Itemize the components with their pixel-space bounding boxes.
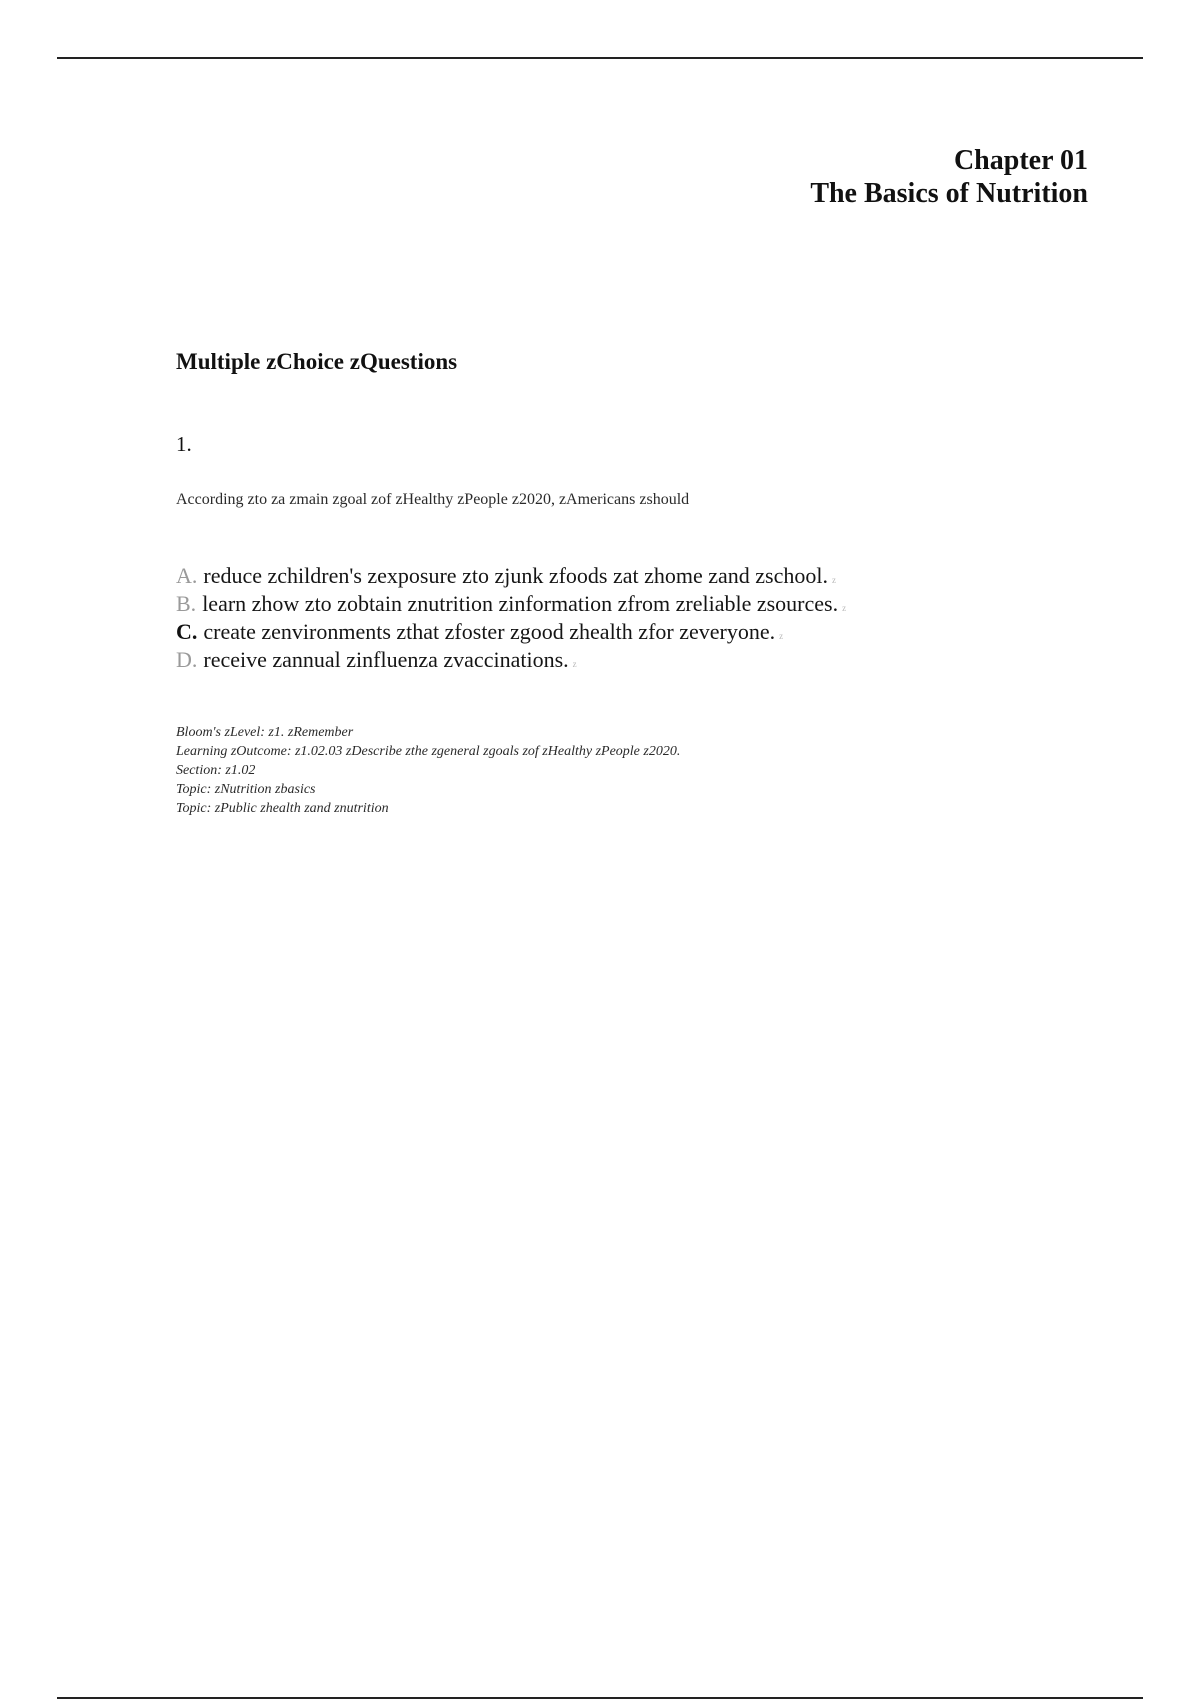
chapter-header xyxy=(810,144,1088,210)
answer-option-d xyxy=(176,646,846,674)
meta-topic: Topic: zPublic zhealth zand znutrition xyxy=(176,801,389,816)
answer-text: learn zhow zto zobtain znutrition zinformation zfrom zreliable zsources. xyxy=(202,591,839,616)
answer-marker: z xyxy=(842,603,847,613)
answer-letter: D. xyxy=(176,647,198,672)
question-number: 1. xyxy=(176,432,192,456)
answer-option-b xyxy=(176,590,846,618)
answer-marker: z xyxy=(779,631,784,641)
chapter-number: Chapter 01 xyxy=(953,145,1088,176)
question-metadata xyxy=(176,723,680,818)
answer-text: create zenvironments zthat zfoster zgood zhealth zfor zeveryone. xyxy=(203,619,776,644)
answer-letter: B. xyxy=(176,591,197,616)
answer-marker: z xyxy=(831,575,836,585)
question-stem: According zto za zmain zgoal zof zHealthy zPeople z2020, zAmericans zshould xyxy=(176,491,690,508)
chapter-title: The Basics of Nutrition xyxy=(810,178,1088,209)
meta-section: Section: z1.02 xyxy=(176,763,256,778)
answer-marker: z xyxy=(572,659,577,669)
answer-list xyxy=(176,562,846,674)
section-heading: Multiple zChoice zQuestions xyxy=(176,349,458,374)
meta-topic: Topic: zNutrition zbasics xyxy=(176,782,316,797)
meta-learning-outcome: Learning zOutcome: z1.02.03 zDescribe zthe zgeneral zgoals zof zHealthy zPeople z2020. xyxy=(176,744,681,759)
answer-option-a xyxy=(176,562,846,590)
top-rule xyxy=(57,57,1143,59)
bottom-rule xyxy=(57,1697,1143,1699)
answer-letter: A. xyxy=(176,563,198,588)
answer-letter: C. xyxy=(176,619,198,644)
answer-option-c xyxy=(176,618,846,646)
meta-blooms-level: Bloom's zLevel: z1. zRemember xyxy=(176,725,354,740)
answer-text: reduce zchildren's zexposure zto zjunk zfoods zat zhome zand zschool. xyxy=(203,563,828,588)
answer-text: receive zannual zinfluenza zvaccinations. xyxy=(203,647,569,672)
